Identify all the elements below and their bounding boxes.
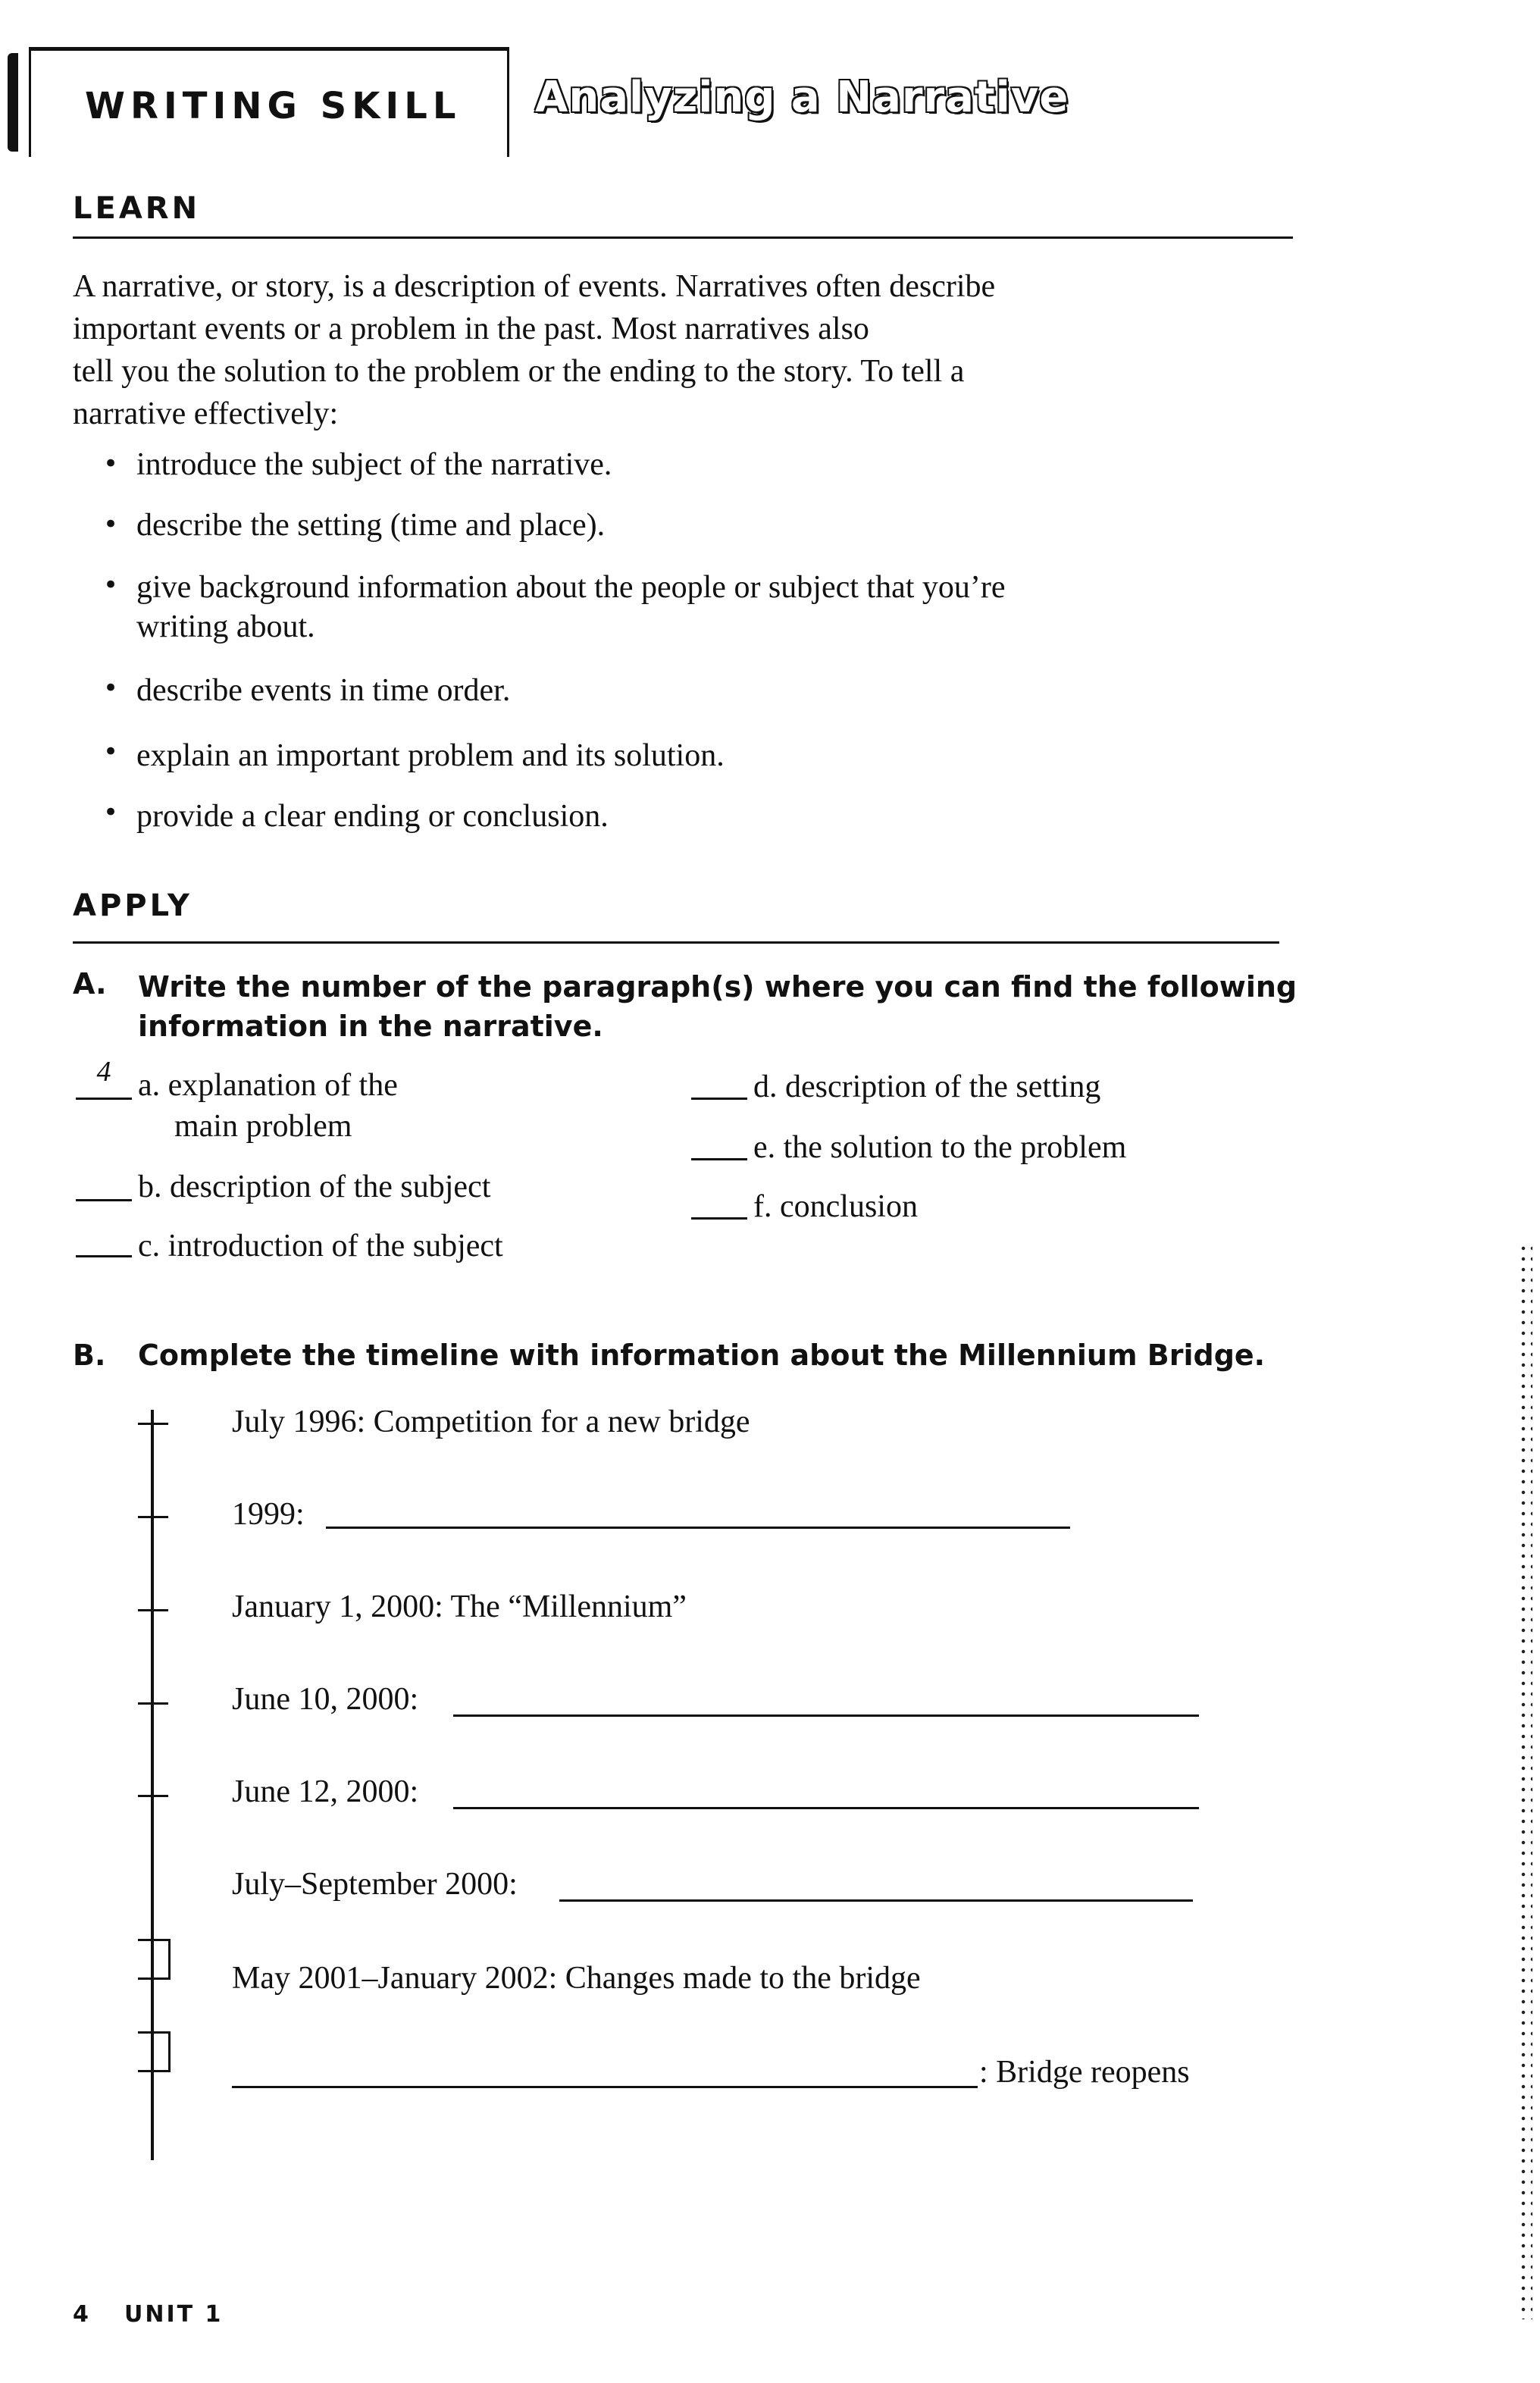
apply-heading: APPLY [73, 888, 192, 923]
exercise-a-item-f: f. conclusion [753, 1189, 918, 1224]
learn-paragraph [73, 265, 1361, 435]
exercise-a-item-a: a. explanation of the [138, 1068, 398, 1103]
answer-blank-d[interactable] [691, 1098, 747, 1100]
exercise-a-item-a-continuation: main problem [174, 1109, 352, 1144]
timeline-tick [138, 1702, 168, 1705]
exercise-b-letter: B. [73, 1339, 106, 1372]
timeline-entry: June 10, 2000: [232, 1682, 419, 1717]
learn-paragraph-line: narrative effectively: [73, 396, 339, 431]
page-edge-binding [1519, 1243, 1532, 2319]
timeline-tick [138, 1609, 168, 1611]
exercise-a-letter: A. [73, 967, 107, 1000]
learn-paragraph-line: tell you the solution to the problem or the ending to the story. To tell a [73, 354, 965, 389]
timeline-tick [138, 1516, 168, 1518]
bullet-item: describe events in time order. [136, 673, 511, 708]
header-accent-bar [8, 53, 18, 152]
exercise-a-item-b: b. description of the subject [138, 1170, 491, 1204]
exercise-a-item-c: c. introduction of the subject [138, 1229, 503, 1264]
learn-heading: LEARN [73, 191, 201, 226]
bullet-item: explain an important problem and its solution. [136, 738, 725, 773]
timeline-answer-blank[interactable] [232, 2086, 978, 2088]
bullet-item: introduce the subject of the narrative. [136, 447, 612, 482]
answer-blank-e[interactable] [691, 1158, 747, 1160]
learn-rule [73, 236, 1293, 239]
apply-rule [73, 941, 1279, 944]
section-title: Analyzing a Narrative [535, 73, 1069, 122]
timeline-answer-blank[interactable] [559, 1899, 1193, 1902]
section-label: WRITING SKILL [85, 85, 462, 127]
timeline-entry: June 12, 2000: [232, 1774, 419, 1809]
answer-blank-a[interactable]: 4 [76, 1055, 132, 1100]
exercise-a-instruction-line: Write the number of the paragraph(s) where you can find the following [138, 970, 1297, 1004]
bullet-item: give background information about the people or subject that you’re [136, 570, 1006, 605]
bullet-item: describe the setting (time and place). [136, 508, 606, 543]
answer-blank-b[interactable] [76, 1199, 132, 1201]
timeline-entry: : Bridge reopens [979, 2055, 1190, 2090]
bullet-dot: • [103, 449, 119, 479]
bullet-dot: • [103, 673, 119, 703]
timeline-tick [138, 1795, 168, 1797]
exercise-b-instruction: Complete the timeline with information about the Millennium Bridge. [138, 1339, 1266, 1372]
timeline-answer-blank[interactable] [453, 1807, 1199, 1809]
learn-paragraph-line: important events or a problem in the past. Most narratives also [73, 312, 869, 346]
bullet-item-continuation: writing about. [136, 609, 315, 644]
bullet-dot: • [103, 509, 119, 540]
exercise-a-instruction [138, 967, 1297, 1046]
timeline-entry: January 1, 2000: The “Millennium” [232, 1589, 687, 1624]
exercise-a-instruction-line: information in the narrative. [138, 1010, 603, 1043]
timeline-entry: May 2001–January 2002: Changes made to the bridge [232, 1961, 921, 1996]
timeline-answer-blank[interactable] [326, 1527, 1070, 1529]
timeline-entry: 1999: [232, 1497, 305, 1532]
bullet-dot: • [103, 737, 119, 767]
unit-label: UNIT 1 [124, 2301, 224, 2328]
answer-blank-f[interactable] [691, 1217, 747, 1220]
timeline-entry: July–September 2000: [232, 1867, 518, 1902]
answer-blank-c[interactable] [76, 1255, 132, 1257]
exercise-a-item-e: e. the solution to the problem [753, 1130, 1127, 1165]
bullet-item: provide a clear ending or conclusion. [136, 799, 609, 834]
timeline-bracket [138, 2031, 171, 2072]
bullet-dot: • [103, 570, 119, 600]
learn-paragraph-line: A narrative, or story, is a description of events. Narratives often describe [73, 269, 996, 304]
timeline-tick [138, 1423, 168, 1425]
timeline-bracket [138, 1939, 171, 1980]
timeline-answer-blank[interactable] [453, 1714, 1199, 1717]
page-number: 4 [73, 2301, 89, 2328]
timeline-entry: July 1996: Competition for a new bridge [232, 1404, 750, 1439]
exercise-a-item-d: d. description of the setting [753, 1069, 1101, 1104]
bullet-dot: • [103, 797, 119, 828]
